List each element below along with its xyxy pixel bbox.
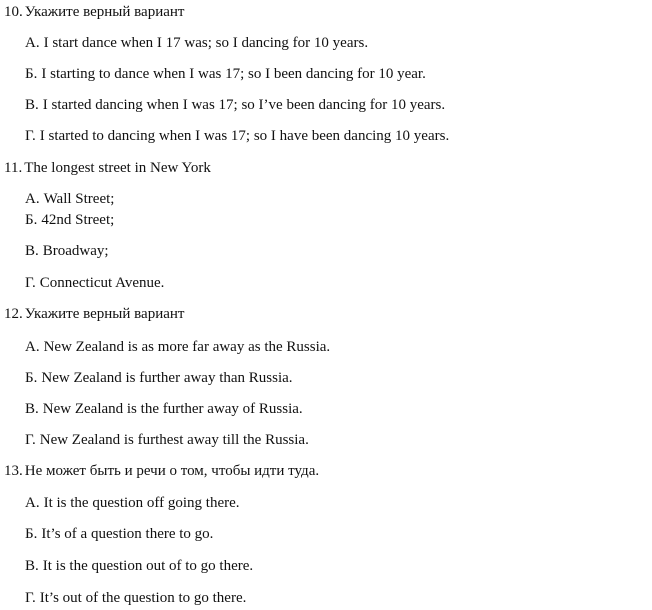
question-11-option-b	[25, 211, 114, 229]
option-letter: В.	[25, 243, 39, 259]
question-10-option-c	[25, 96, 445, 114]
option-letter: Б.	[25, 66, 38, 82]
question-number: 11.	[4, 160, 23, 176]
question-11-heading	[4, 159, 211, 177]
option-text: 42nd Street;	[41, 212, 115, 228]
option-text: It is the question out of to go there.	[42, 558, 254, 574]
option-text: New Zealand is as more far away as the Russia.	[43, 339, 331, 355]
option-letter: Г.	[25, 275, 36, 291]
question-text: Укажите верный вариант	[24, 306, 185, 322]
option-text: New Zealand is the further away of Russia.	[42, 401, 303, 417]
question-number: 12.	[4, 306, 23, 322]
option-letter: А.	[25, 191, 40, 207]
option-text: I started dancing when I was 17; so I’ve been dancing for 10 years.	[42, 97, 446, 113]
question-10-heading	[4, 3, 184, 21]
option-letter: В.	[25, 401, 39, 417]
option-letter: В.	[25, 97, 39, 113]
option-text: I started to dancing when I was 17; so I have been dancing 10 years.	[39, 128, 450, 144]
question-13-option-b	[25, 525, 213, 543]
question-11-option-d	[25, 274, 164, 292]
option-text: I starting to dance when I was 17; so I been dancing for 10 year.	[41, 66, 426, 82]
question-10-option-a	[25, 34, 368, 52]
question-12-heading	[4, 305, 184, 323]
question-13-option-d	[25, 589, 246, 607]
option-text: It’s out of the question to go there.	[39, 590, 247, 606]
option-text: Broadway;	[42, 243, 109, 259]
question-10-option-d	[25, 127, 449, 145]
option-letter: А.	[25, 35, 40, 51]
option-letter: Б.	[25, 526, 38, 542]
question-text: The longest street in New York	[24, 160, 211, 176]
question-13-option-a	[25, 494, 240, 512]
option-text: New Zealand is furthest away till the Russia.	[39, 432, 309, 448]
option-text: New Zealand is further away than Russia.	[41, 370, 293, 386]
option-text: It’s of a question there to go.	[41, 526, 214, 542]
option-letter: Б.	[25, 212, 38, 228]
option-letter: Б.	[25, 370, 38, 386]
question-11-option-c	[25, 242, 109, 260]
question-10-option-b	[25, 65, 426, 83]
option-letter: Г.	[25, 128, 36, 144]
question-12-option-b	[25, 369, 293, 387]
question-13-option-c	[25, 557, 253, 575]
question-text: Не может быть и речи о том, чтобы идти туда.	[24, 463, 320, 479]
option-text: Wall Street;	[43, 191, 115, 207]
question-11-option-a	[25, 190, 114, 208]
option-letter: В.	[25, 558, 39, 574]
question-number: 10.	[4, 4, 23, 20]
option-letter: А.	[25, 495, 40, 511]
option-text: Connecticut Avenue.	[39, 275, 165, 291]
question-12-option-c	[25, 400, 303, 418]
question-text: Укажите верный вариант	[24, 4, 185, 20]
option-letter: А.	[25, 339, 40, 355]
option-letter: Г.	[25, 590, 36, 606]
option-text: I start dance when I 17 was; so I dancing for 10 years.	[43, 35, 369, 51]
question-12-option-a	[25, 338, 330, 356]
option-text: It is the question off going there.	[43, 495, 240, 511]
option-letter: Г.	[25, 432, 36, 448]
question-number: 13.	[4, 463, 23, 479]
question-12-option-d	[25, 431, 309, 449]
question-13-heading	[4, 462, 319, 480]
